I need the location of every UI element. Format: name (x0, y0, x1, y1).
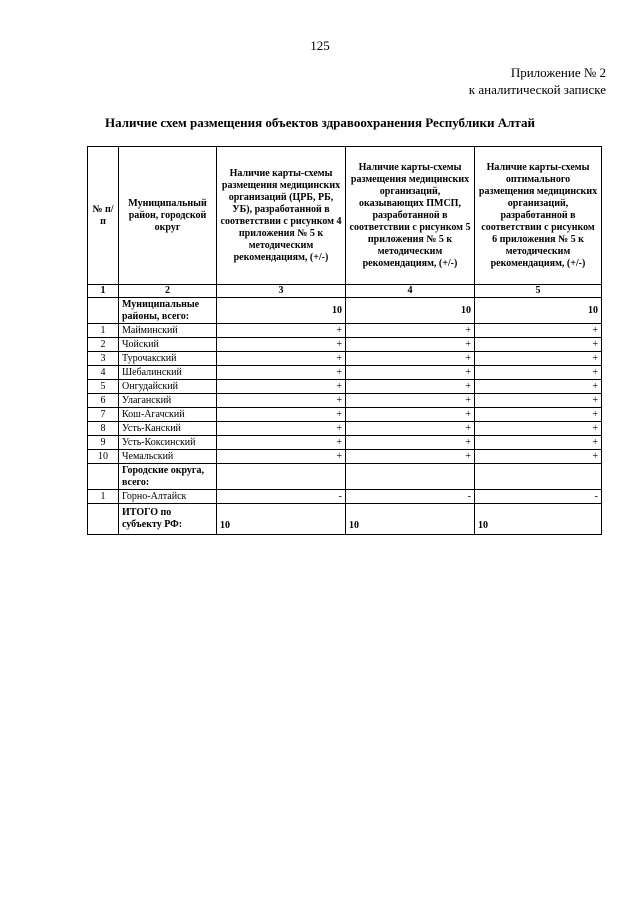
row-name: Кош-Агачский (119, 408, 217, 422)
document-title: Наличие схем размещения объектов здравоохранения Республики Алтай (105, 115, 535, 130)
row-value: + (346, 436, 475, 450)
row-label: Муниципальные районы, всего: (119, 298, 217, 324)
total-value: 10 (217, 504, 346, 535)
row-name: Онгудайский (119, 380, 217, 394)
grand-total-row (88, 504, 602, 535)
total-value: 10 (346, 504, 475, 535)
appendix-line-2: к аналитической записке (468, 82, 606, 97)
column-number: 3 (217, 285, 346, 298)
table-row (88, 324, 602, 338)
row-num: 1 (88, 324, 119, 338)
row-num: 5 (88, 380, 119, 394)
table-row (88, 490, 602, 504)
row-value: + (346, 422, 475, 436)
page-number: 125 (310, 38, 330, 53)
header-district: Муниципальный район, городской округ (119, 147, 217, 285)
row-value: - (217, 490, 346, 504)
table-row (88, 380, 602, 394)
row-num: 1 (88, 490, 119, 504)
row-value: + (475, 366, 602, 380)
column-number: 2 (119, 285, 217, 298)
row-value: + (475, 394, 602, 408)
row-value: + (475, 450, 602, 464)
table-header-row (88, 147, 602, 285)
row-value: + (217, 366, 346, 380)
row-value: + (217, 380, 346, 394)
table-row (88, 436, 602, 450)
row-value: + (475, 352, 602, 366)
row-value: + (217, 324, 346, 338)
table-row (88, 352, 602, 366)
row-value: + (475, 338, 602, 352)
column-number: 4 (346, 285, 475, 298)
row-name: Шебалинский (119, 366, 217, 380)
row-value: + (217, 436, 346, 450)
row-value: + (217, 450, 346, 464)
row-value: + (346, 366, 475, 380)
row-name: Усть-Канский (119, 422, 217, 436)
row-label: Городские округа, всего: (119, 464, 217, 490)
row-name: Улаганский (119, 394, 217, 408)
row-label: ИТОГО по субъекту РФ: (119, 504, 217, 535)
row-value: + (346, 408, 475, 422)
city-total-row (88, 464, 602, 490)
column-number: 1 (88, 285, 119, 298)
row-value: + (217, 408, 346, 422)
row-value: + (217, 422, 346, 436)
row-num: 3 (88, 352, 119, 366)
row-value: - (346, 490, 475, 504)
row-num: 2 (88, 338, 119, 352)
row-value: + (475, 436, 602, 450)
row-value: + (217, 352, 346, 366)
row-value: + (346, 450, 475, 464)
header-col4: Наличие карты-схемы размещения медицинских организаций, оказывающих ПМСП, разработанной в соответствии с рисунком 5 приложения № 5 к методическим рекомендациям, (+/-) (346, 147, 475, 285)
column-number-row (88, 285, 602, 298)
table-row (88, 450, 602, 464)
row-value: + (346, 338, 475, 352)
table-row (88, 408, 602, 422)
table-row (88, 394, 602, 408)
row-value: + (346, 324, 475, 338)
row-num: 7 (88, 408, 119, 422)
row-name: Горно-Алтайск (119, 490, 217, 504)
header-col5: Наличие карты-схемы оптимального размещения медицинских организаций, разработанной в соответствии с рисунком 6 приложения № 5 к методическим рекомендациям, (+/-) (475, 147, 602, 285)
row-name: Чойский (119, 338, 217, 352)
row-num: 10 (88, 450, 119, 464)
header-col3: Наличие карты-схемы размещения медицинских организаций (ЦРБ, РБ, УБ), разработанной в соответствии с рисунком 4 приложения № 5 к методическим рекомендациям, (+/-) (217, 147, 346, 285)
table-row (88, 366, 602, 380)
municipal-total-row (88, 298, 602, 324)
row-value: + (475, 422, 602, 436)
row-num: 9 (88, 436, 119, 450)
row-value: + (346, 352, 475, 366)
row-num: 4 (88, 366, 119, 380)
total-value: 10 (217, 298, 346, 324)
total-value: 10 (475, 504, 602, 535)
row-value: + (475, 408, 602, 422)
total-value: 10 (475, 298, 602, 324)
total-value: 10 (346, 298, 475, 324)
row-num: 8 (88, 422, 119, 436)
appendix-note (469, 64, 606, 98)
row-name: Чемальский (119, 450, 217, 464)
row-name: Усть-Коксинский (119, 436, 217, 450)
table-row (88, 338, 602, 352)
row-value: + (217, 394, 346, 408)
row-name: Майминский (119, 324, 217, 338)
row-value: + (346, 394, 475, 408)
row-num: 6 (88, 394, 119, 408)
table-row (88, 422, 602, 436)
appendix-line-1: Приложение № 2 (510, 65, 606, 80)
row-value: + (346, 380, 475, 394)
row-value: + (475, 380, 602, 394)
row-value: + (217, 338, 346, 352)
row-name: Турочакский (119, 352, 217, 366)
row-value: + (475, 324, 602, 338)
column-number: 5 (475, 285, 602, 298)
header-num: № п/п (88, 147, 119, 285)
health-schemes-table (87, 146, 602, 535)
row-value: - (475, 490, 602, 504)
